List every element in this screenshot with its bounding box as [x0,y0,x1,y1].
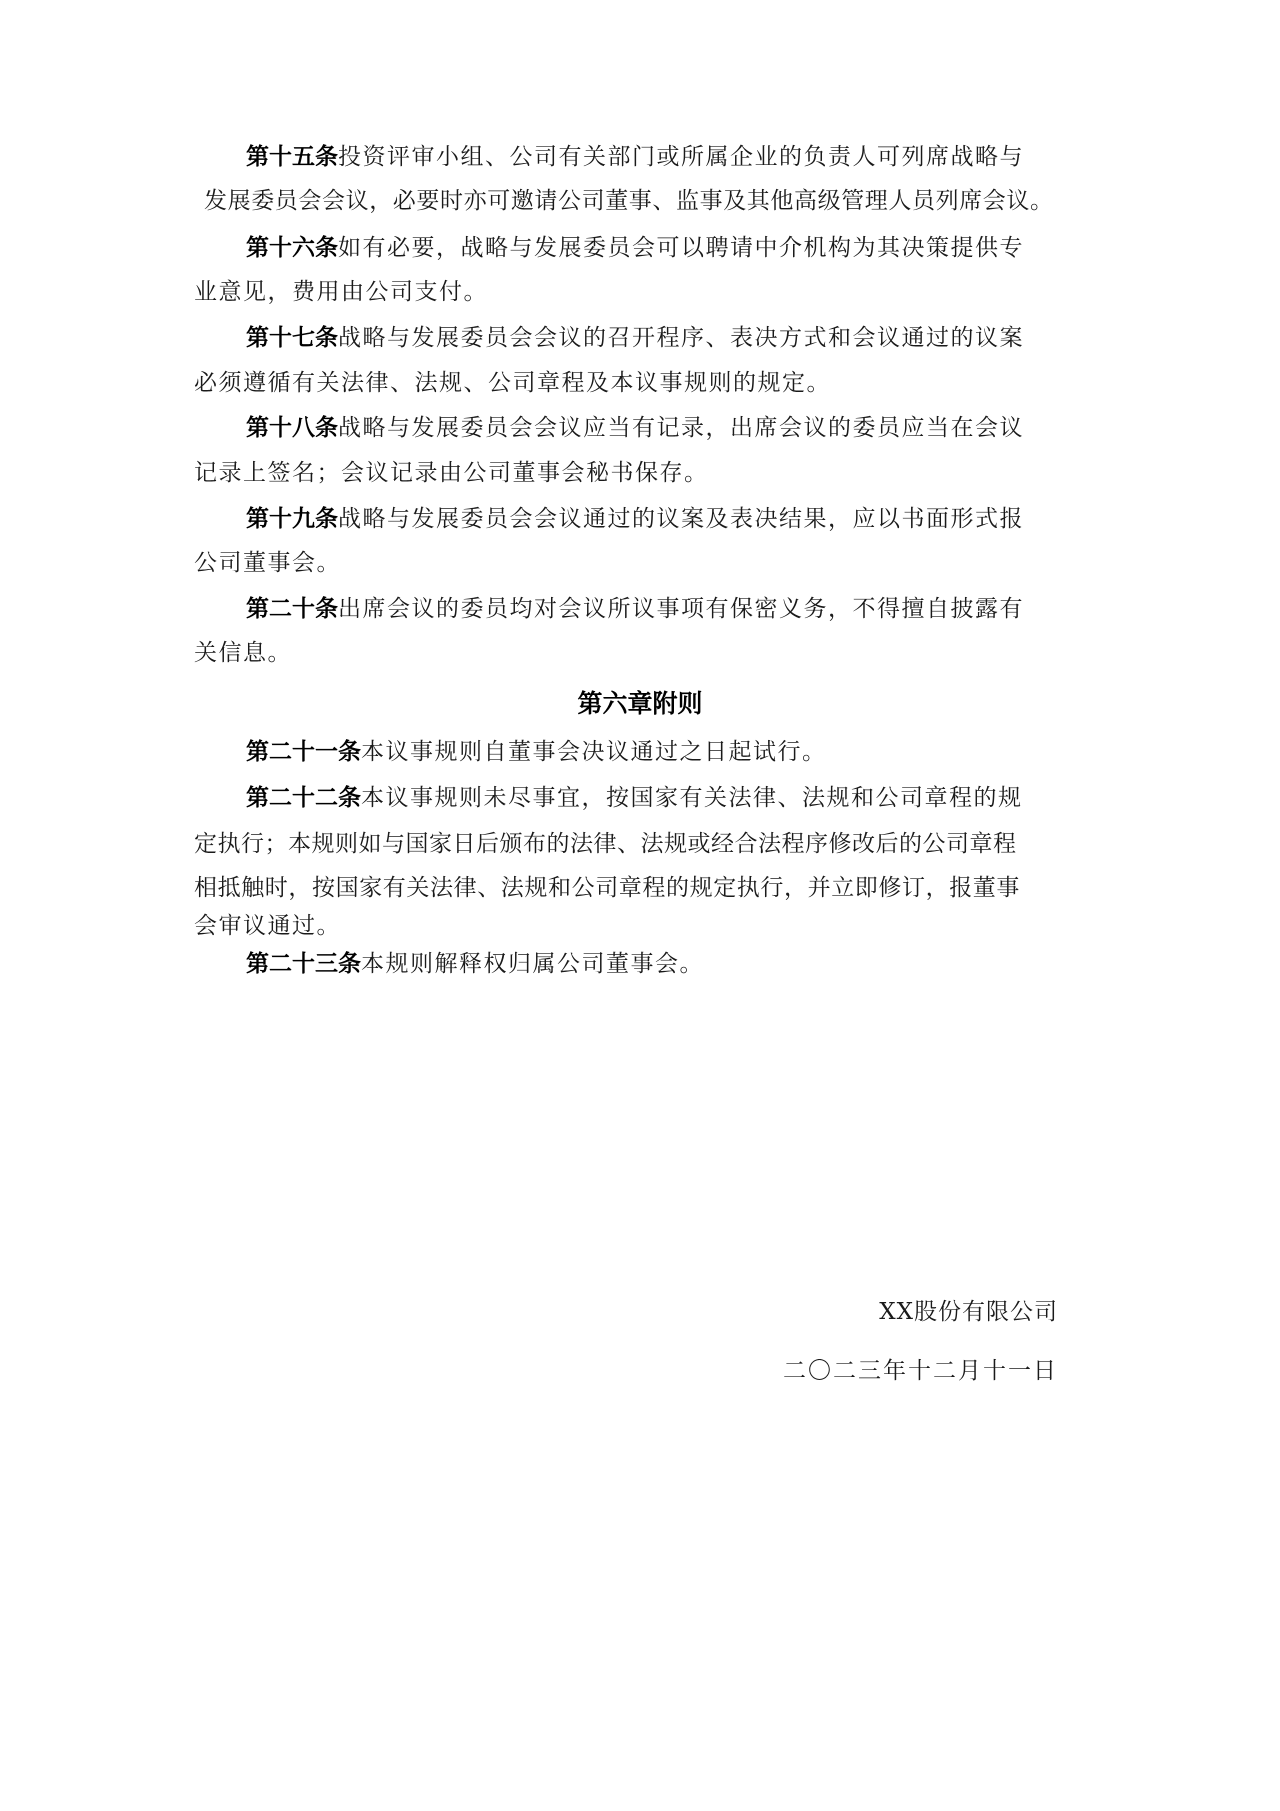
article-17-line-1: 第十七条战略与发展委员会会议的召开程序、表决方式和会议通过的议案 [246,325,1024,351]
article-20-line-1: 第二十条出席会议的委员均对会议所议事项有保密义务，不得擅自披露有 [246,596,1024,622]
article-number: 第十六条 [246,235,338,261]
article-number: 第十八条 [246,415,338,441]
article-19-line-1: 第十九条战略与发展委员会会议通过的议案及表决结果，应以书面形式报 [246,506,1024,532]
signature-date: 二〇二三年十二月十一日 [783,1358,1058,1384]
article-22-line-3: 相抵触时，按国家有关法律、法规和公司章程的规定执行，并立即修订，报董事 [194,875,1020,901]
article-15-line-2: 发展委员会会议，必要时亦可邀请公司董事、监事及其他高级管理人员列席会议。 [204,188,1054,214]
article-16-line-2: 业意见，费用由公司支付。 [194,279,488,305]
article-number: 第二十条 [246,596,338,622]
article-22-line-4: 会审议通过。 [194,913,341,939]
article-23-line-1: 第二十三条本规则解释权归属公司董事会。 [246,951,704,977]
signature-company: XX股份有限公司 [879,1299,1058,1325]
article-number: 第十九条 [246,506,338,532]
article-number: 第二十二条 [246,785,361,811]
article-20-line-2: 关信息。 [194,640,292,666]
article-19-line-2: 公司董事会。 [194,550,341,576]
article-number: 第十七条 [246,325,338,351]
article-16-line-1: 第十六条如有必要，战略与发展委员会可以聘请中介机构为其决策提供专 [246,235,1024,261]
chapter-heading: 第六章附则 [577,689,703,718]
article-21-line-1: 第二十一条本议事规则自董事会决议通过之日起试行。 [246,739,827,765]
article-15-line-1: 第十五条投资评审小组、公司有关部门或所属企业的负责人可列席战略与 [246,144,1024,170]
article-17-line-2: 必须遵循有关法律、法规、公司章程及本议事规则的规定。 [194,370,831,396]
article-22-line-1: 第二十二条本议事规则未尽事宜，按国家有关法律、法规和公司章程的规 [246,785,1023,811]
article-number: 第二十一条 [246,739,361,765]
article-number: 第十五条 [246,144,338,170]
article-18-line-1: 第十八条战略与发展委员会会议应当有记录，出席会议的委员应当在会议 [246,415,1024,441]
article-22-line-2: 定执行；本规则如与国家日后颁布的法律、法规或经合法程序修改后的公司章程 [194,831,1017,857]
article-18-line-2: 记录上签名；会议记录由公司董事会秘书保存。 [194,460,709,486]
article-number: 第二十三条 [246,951,361,977]
